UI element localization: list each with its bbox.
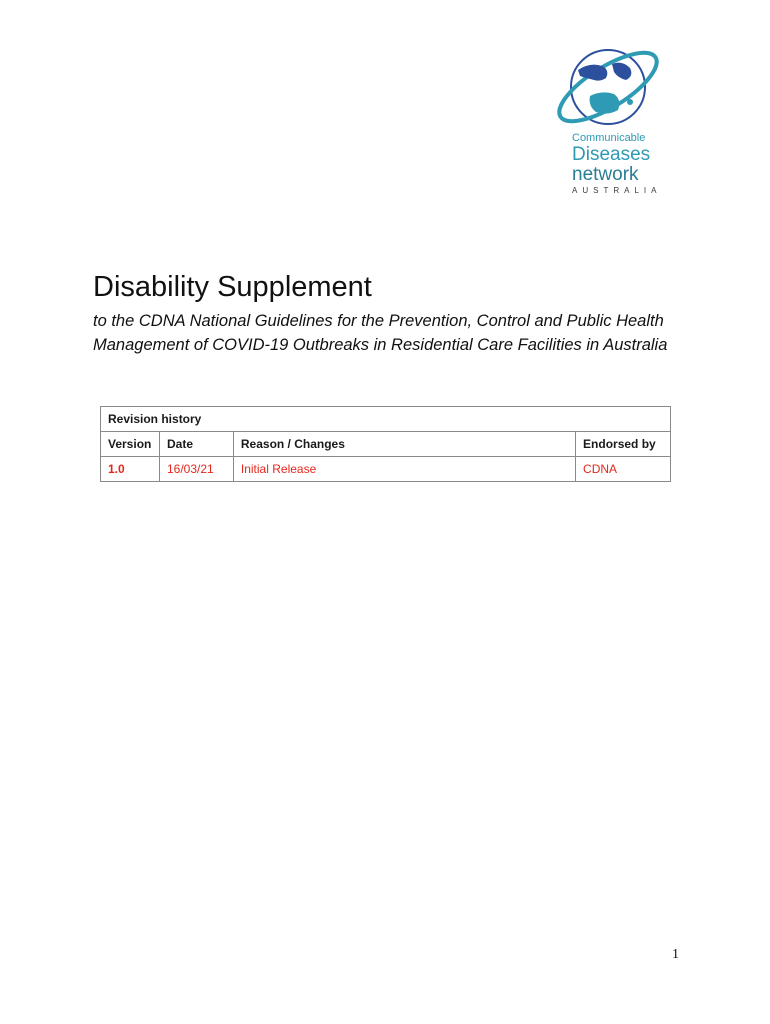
cell-date: 16/03/21 [159,457,233,482]
logo-line-network: network [572,164,639,185]
cell-reason: Initial Release [233,457,575,482]
table-header-row [101,432,671,457]
document-subtitle: to the CDNA National Guidelines for the Prevention, Control and Public Health Management of COVID-19 Outbreaks in Residential Care Facilities in Australia [93,312,668,354]
logo-line-communicable: Communicable [572,132,646,144]
table-row [101,457,671,482]
revision-history-table [100,406,671,482]
cdna-logo [548,40,668,195]
logo-wordmark [572,132,672,197]
cell-version: 1.0 [101,457,160,482]
cell-endorsed-by: CDNA [576,457,671,482]
table-caption: Revision history [101,407,671,432]
page-number: 1 [672,947,679,962]
document-title: Disability Supplement [93,271,372,303]
header-version: Version [101,432,160,457]
header-date: Date [159,432,233,457]
globe-logo-icon [550,40,666,136]
table-caption-row [101,407,671,432]
header-reason: Reason / Changes [233,432,575,457]
header-endorsed-by: Endorsed by [576,432,671,457]
logo-line-australia: AUSTRALIA [572,186,662,195]
logo-line-diseases: Diseases [572,144,651,165]
